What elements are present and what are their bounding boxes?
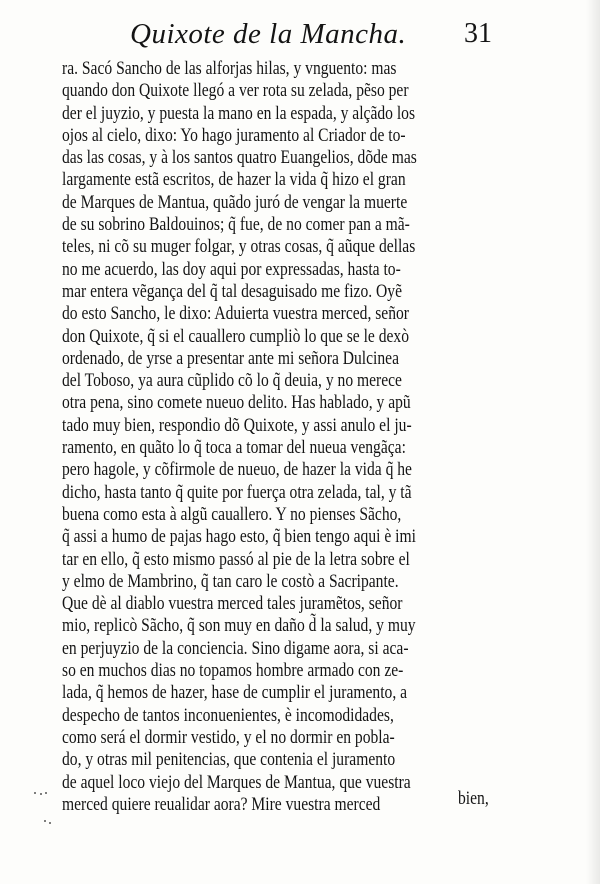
text-line: ramento, en quãto lo q̃ toca a tomar del nueua vengãça: xyxy=(62,437,406,459)
ink-speck xyxy=(45,792,47,794)
text-line: de Marques de Mantua, quãdo juró de vengar la muerte xyxy=(62,191,408,213)
text-line: don Quixote, q̃ si el cauallero cumpliò lo que se le dexò xyxy=(62,325,410,347)
text-line: tado muy bien, respondio dõ Quixote, y assi anulo el ju- xyxy=(62,414,412,436)
text-line: como será el dormir vestido, y el no dormir en pobla- xyxy=(62,726,395,748)
ink-speck xyxy=(49,822,51,824)
text-line: so en muchos dias no topamos hombre armado con ze- xyxy=(62,660,404,682)
text-line: tar en ello, q̃ esto mismo passó al pie de la letra sobre el xyxy=(62,548,410,570)
text-line: ordenado, de yrse a presentar ante mi señora Dulcinea xyxy=(62,347,399,369)
text-line: teles, ni cõ su muger folgar, y otras cosas, q̃ aũque dellas xyxy=(62,236,416,258)
text-line: mio, replicò Sãcho, q̃ son muy en daño d̃ la salud, y muy xyxy=(62,615,416,637)
ink-speck xyxy=(34,792,36,794)
text-line: y elmo de Mambrino, q̃ tan caro le costò a Sacripante. xyxy=(62,570,399,592)
catchword: bien, xyxy=(458,788,489,809)
text-line: merced quiere reualidar aora? Mire vuestra merced xyxy=(62,793,381,815)
text-line: en perjuyzio de la conciencia. Sino digame aora, si aca- xyxy=(62,637,409,659)
text-line: dicho, hasta tanto q̃ quite por fuerça otra zelada, tal, y tã xyxy=(62,481,412,503)
text-line: das las cosas, y à los santos quatro Euangelios, dõde mas xyxy=(62,147,417,169)
page-edge-shadow xyxy=(586,0,600,884)
text-line: ojos al cielo, dixo: Yo hago juramento al Criador de to- xyxy=(62,124,406,146)
ink-speck xyxy=(44,820,46,822)
ink-speck xyxy=(40,793,42,795)
page-number: 31 xyxy=(464,18,492,49)
text-line: do esto Sancho, le dixo: Aduierta vuestra merced, señor xyxy=(62,303,410,325)
body-text xyxy=(62,58,502,816)
text-line: ra. Sacó Sancho de las alforjas hilas, y vnguento: mas xyxy=(62,58,397,79)
page-header xyxy=(60,18,580,58)
text-line: otra pena, sino comete nueuo delito. Has hablado, y apũ xyxy=(62,392,411,414)
text-line: de aquel loco viejo del Marques de Mantua, que vuestra xyxy=(62,771,411,793)
text-line: buena como esta à algũ cauallero. Y no pienses Sãcho, xyxy=(62,503,402,525)
text-line: no me acuerdo, las doy aqui por expressadas, hasta to- xyxy=(62,258,401,280)
running-title: Quixote de la Mancha. xyxy=(130,18,407,50)
text-line: mar entera vẽgança del q̃ tal desaguisado me fizo. Oyẽ xyxy=(62,280,403,302)
text-line: der el juyzio, y puesta la mano en la espada, y alçãdo los xyxy=(62,102,416,124)
text-line: lada, q̃ hemos de hazer, hase de cumplir el juramento, a xyxy=(62,682,408,704)
text-line: q̃ assi a humo de pajas hago esto, q̃ bien tengo aqui è imi xyxy=(62,526,416,548)
text-line: de su sobrino Baldouinos; q̃ fue, de no comer pan a mã- xyxy=(62,214,410,236)
text-line: pero hagole, y cõfirmole de nueuo, de hazer la vida q̃ he xyxy=(62,459,412,481)
text-line: largamente estã escritos, de hazer la vida q̃ hizo el gran xyxy=(62,169,406,191)
text-line: despecho de tantos inconuenientes, è incomodidades, xyxy=(62,704,394,726)
text-line: quando don Quixote llegó a ver rota su zelada, pẽso per xyxy=(62,80,409,102)
text-line: Que dè al diablo vuestra merced tales juramẽtos, señor xyxy=(62,593,403,615)
ink-specks xyxy=(32,790,62,830)
text-line: do, y otras mil penitencias, que contenia el juramento xyxy=(62,749,396,771)
text-line: del Toboso, ya aura cũplido cõ lo q̃ deuia, y no merece xyxy=(62,370,402,392)
